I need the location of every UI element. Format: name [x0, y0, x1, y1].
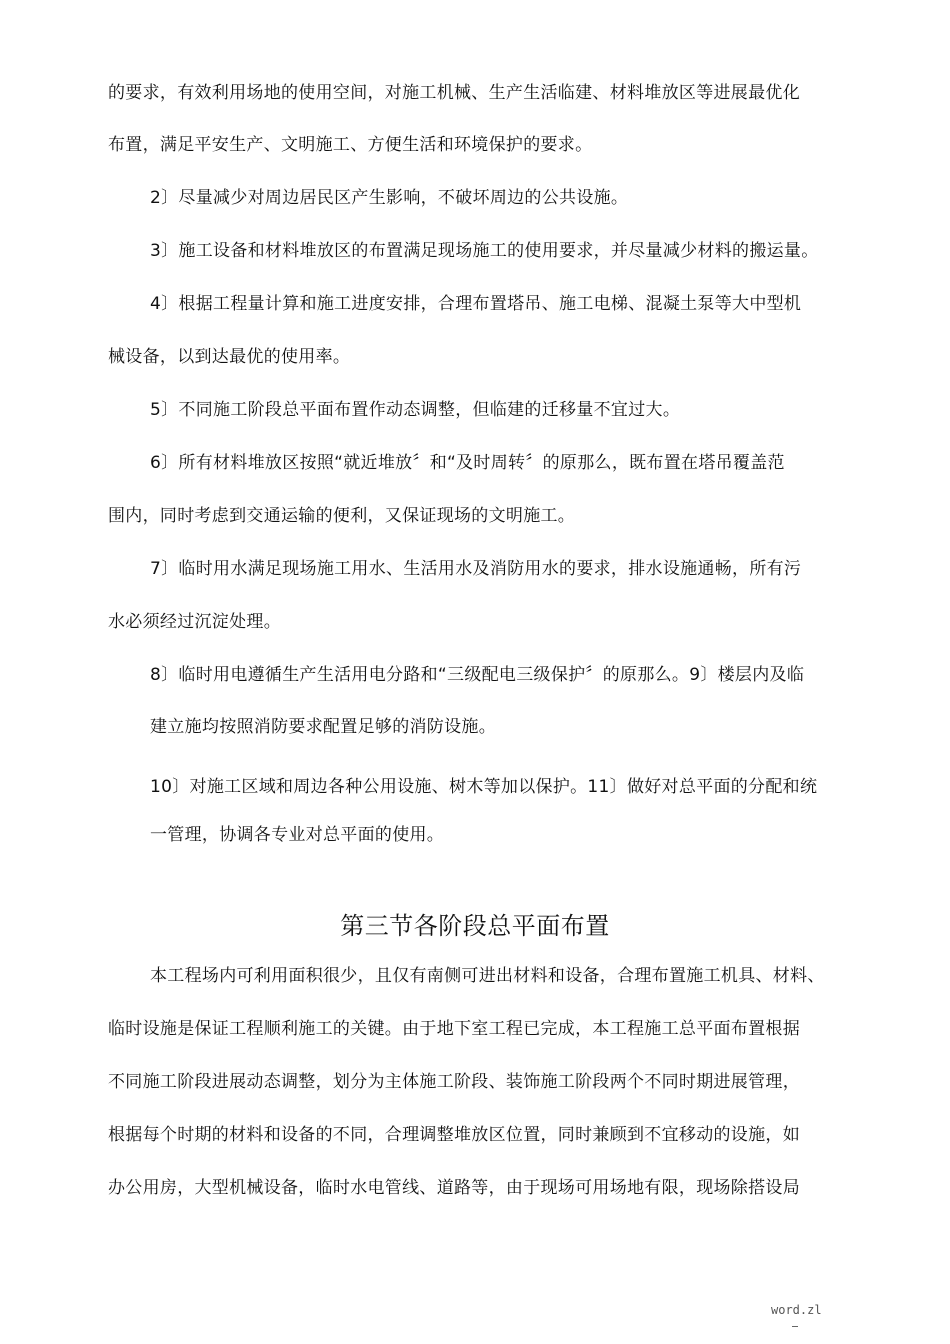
body-line: 6〕所有材料堆放区按照“就近堆放〞和“及时周转〞的原那么，既布置在塔吊覆盖范 — [150, 453, 785, 473]
body-line: 一管理，协调各专业对总平面的使用。 — [150, 825, 445, 845]
body-line: 2〕尽量减少对周边居民区产生影响，不破坏周边的公共设施。 — [150, 188, 629, 208]
body-line: 8〕临时用电遵循生产生活用电分路和“三级配电三级保护〞的原那么。9〕楼层内及临 — [150, 665, 805, 685]
body-line: 的要求，有效利用场地的使用空间，对施工机械、生产生活临建、材料堆放区等进展最优化 — [108, 83, 800, 103]
body-line: 7〕临时用水满足现场施工用水、生活用水及消防用水的要求，排水设施通畅，所有污 — [150, 559, 802, 579]
body-line: 不同施工阶段进展动态调整，划分为主体施工阶段、装饰施工阶段两个不同时期进展管理， — [108, 1072, 800, 1092]
body-line: 建立施均按照消防要求配置足够的消防设施。 — [150, 717, 496, 737]
body-line: 根据每个时期的材料和设备的不同，合理调整堆放区位置，同时兼顾到不宜移动的设施，如 — [108, 1125, 800, 1145]
body-line: 围内，同时考虑到交通运输的便利，又保证现场的文明施工。 — [108, 506, 576, 526]
body-line: 5〕不同施工阶段总平面布置作动态调整，但临建的迁移量不宜过大。 — [150, 400, 681, 420]
body-line: 10〕对施工区域和周边各种公用设施、树木等加以保护。11〕做好对总平面的分配和统 — [150, 777, 818, 797]
section-title: 第三节各阶段总平面布置 — [340, 912, 610, 940]
footer-mark — [792, 1326, 798, 1327]
body-line: 械设备，以到达最优的使用率。 — [108, 347, 351, 367]
body-line: 临时设施是保证工程顺利施工的关键。由于地下室工程已完成，本工程施工总平面布置根据 — [108, 1019, 800, 1039]
body-line: 办公用房，大型机械设备，临时水电管线、道路等，由于现场可用场地有限，现场除搭设局 — [108, 1178, 800, 1198]
body-line: 4〕根据工程量计算和施工进度安排，合理布置塔吊、施工电梯、混凝土泵等大中型机 — [150, 294, 802, 314]
body-line: 布置，满足平安生产、文明施工、方便生活和环境保护的要求。 — [108, 135, 593, 155]
body-line: 本工程场内可利用面积很少，且仅有南侧可进出材料和设备，合理布置施工机具、材料、 — [150, 966, 825, 986]
body-line: 水必须经过沉淀处理。 — [108, 612, 281, 632]
body-line: 3〕施工设备和材料堆放区的布置满足现场施工的使用要求，并尽量减少材料的搬运量。 — [150, 241, 819, 261]
footer-text: word.zl — [771, 1303, 822, 1317]
